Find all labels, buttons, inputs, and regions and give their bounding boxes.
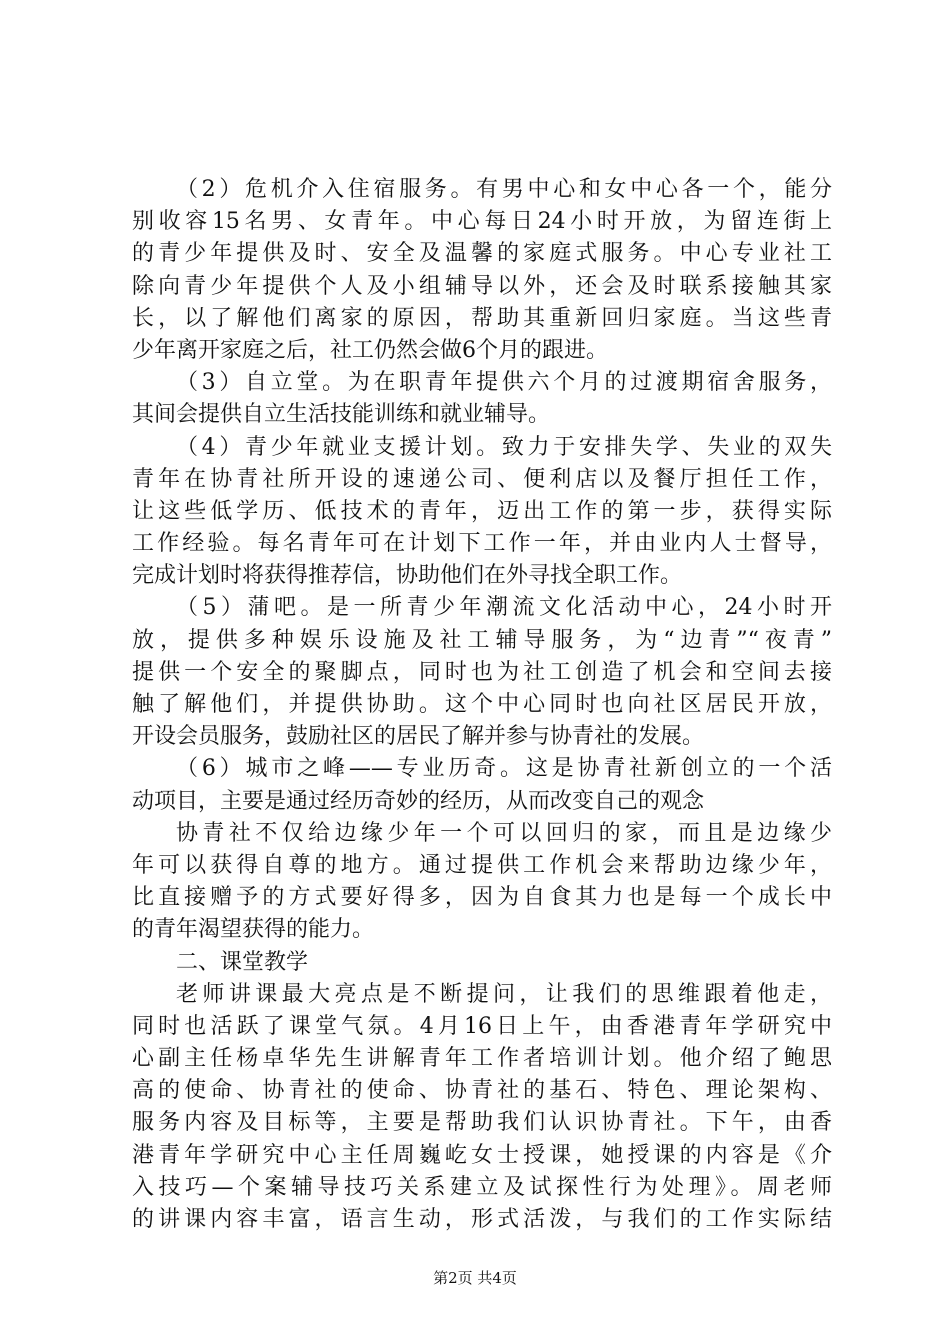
text-line: 港青年学研究中心主任周巍屹女士授课，她授课的内容是《介 [132,1142,832,1168]
text-line: 开设会员服务，鼓励社区的居民了解并参与协青社的发展。 [132,724,705,750]
page-footer: 第2页 共4页 [433,1269,517,1287]
text-line: 别收容15名男、女青年。中心每日24小时开放，为留连街上 [132,209,832,235]
text-line: （3）自立堂。为在职青年提供六个月的过渡期宿舍服务， [176,370,832,396]
text-line: 入技巧—个案辅导技巧关系建立及试探性行为处理》。周老师 [132,1174,832,1200]
body-text [132,174,832,1236]
text-line: 服务内容及目标等，主要是帮助我们认识协青社。下午，由香 [132,1110,832,1136]
text-line: 心副主任杨卓华先生讲解青年工作者培训计划。他介绍了鲍思 [132,1046,832,1072]
text-line: 的青少年提供及时、安全及温馨的家庭式服务。中心专业社工 [132,241,832,267]
text-line: 老师讲课最大亮点是不断提问，让我们的思维跟着他走， [176,981,832,1007]
text-line: 高的使命、协青社的使命、协青社的基石、特色、理论架构、 [132,1078,832,1104]
text-line: 长，以了解他们离家的原因，帮助其重新回归家庭。当这些青 [132,305,832,331]
text-line: 动项目，主要是通过经历奇妙的经历，从而改变自己的观念 [132,788,705,814]
text-line: 比直接赠予的方式要好得多，因为自食其力也是每一个成长中 [132,885,832,911]
text-line: 触了解他们，并提供协助。这个中心同时也向社区居民开放， [132,692,832,717]
text-line: 青年在协青社所开设的速递公司、便利店以及餐厅担任工作， [132,466,832,492]
text-line: 少年离开家庭之后，社工仍然会做6个月的跟进。 [132,337,608,363]
text-line: 年可以获得自尊的地方。通过提供工作机会来帮助边缘少年， [132,852,832,878]
text-line: 其间会提供自立生活技能训练和就业辅导。 [132,402,551,428]
text-line: 同时也活跃了课堂气氛。4月16日上午，由香港青年学研究中 [132,1013,832,1039]
text-line: （4）青少年就业支援计划。致力于安排失学、失业的双失 [176,434,832,460]
text-line: 放，提供多种娱乐设施及社工辅导服务，为“边青”“夜青” [132,627,832,653]
text-line: （2）危机介入住宿服务。有男中心和女中心各一个，能分 [176,177,832,202]
text-line: 的青年渴望获得的能力。 [132,917,375,943]
text-line: 让这些低学历、低技术的青年，迈出工作的第一步，获得实际 [132,498,832,524]
text-line: 二、课堂教学 [176,949,309,975]
text-line: 工作经验。每名青年可在计划下工作一年，并由业内人士督导， [132,531,832,557]
text-line: 提供一个安全的聚脚点，同时也为社工创造了机会和空间去接 [132,659,832,685]
text-line: （6）城市之峰——专业历奇。这是协青社新创立的一个活 [176,756,832,782]
text-line: 除向青少年提供个人及小组辅导以外，还会及时联系接触其家 [132,273,832,299]
text-line: （5）蒲吧。是一所青少年潮流文化活动中心，24小时开 [176,595,832,621]
text-line: 协青社不仅给边缘少年一个可以回归的家，而且是边缘少 [176,820,832,846]
text-line: 完成计划时将获得推荐信，协助他们在外寻找全职工作。 [132,563,683,589]
text-line: 的讲课内容丰富，语言生动，形式活泼，与我们的工作实际结 [132,1207,832,1232]
